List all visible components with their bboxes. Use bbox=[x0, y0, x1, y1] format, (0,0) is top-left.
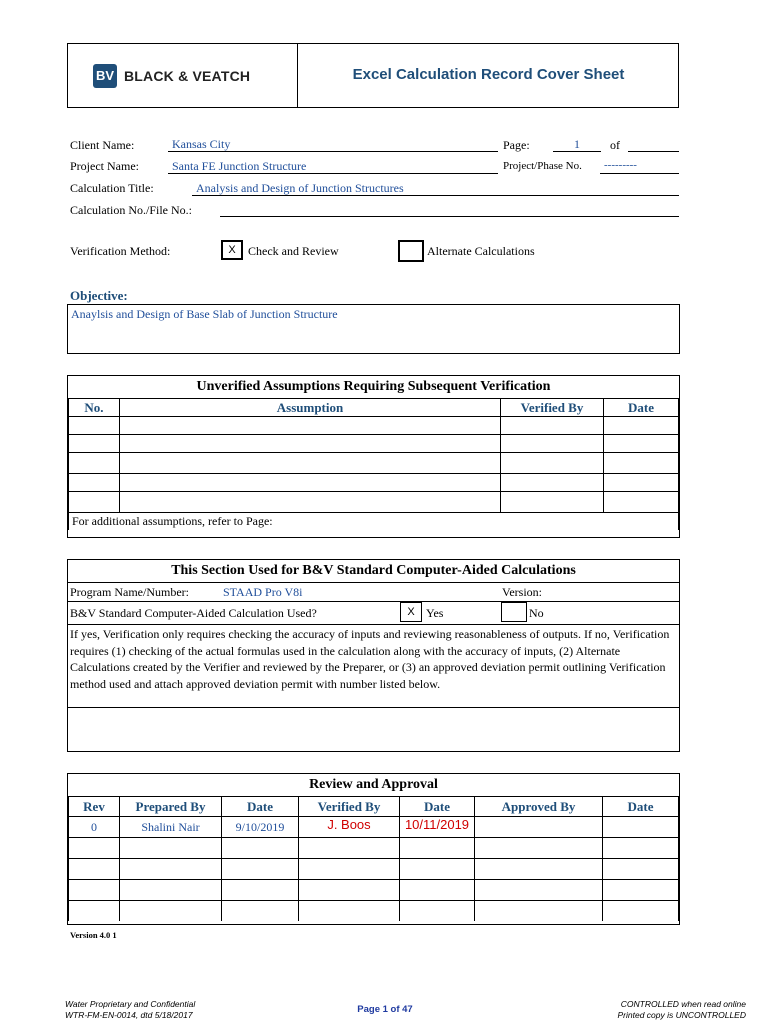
table-cell[interactable] bbox=[299, 901, 400, 922]
table-cell[interactable] bbox=[120, 417, 501, 435]
calc-title-value[interactable]: Analysis and Design of Junction Structures bbox=[196, 181, 404, 195]
objective-box[interactable] bbox=[67, 304, 680, 354]
table-cell[interactable] bbox=[603, 817, 679, 838]
company-logo-text: BLACK & VEATCH bbox=[124, 68, 251, 84]
table-cell[interactable] bbox=[501, 474, 604, 492]
assumptions-footer: For additional assumptions, refer to Page: bbox=[69, 513, 679, 531]
used-row bbox=[68, 602, 679, 625]
review-header-row bbox=[69, 797, 679, 817]
table-row bbox=[69, 474, 679, 492]
table-cell[interactable] bbox=[69, 880, 120, 901]
table-cell[interactable] bbox=[604, 435, 679, 453]
program-label: Program Name/Number: bbox=[70, 585, 189, 599]
table-cell[interactable] bbox=[120, 435, 501, 453]
of-label: of bbox=[610, 138, 620, 152]
table-cell[interactable] bbox=[69, 435, 120, 453]
project-name-label: Project Name: bbox=[70, 159, 139, 173]
table-cell[interactable] bbox=[400, 880, 475, 901]
calc-title-label: Calculation Title: bbox=[70, 181, 154, 195]
project-name-value[interactable]: Santa FE Junction Structure bbox=[172, 159, 307, 173]
no-checkbox[interactable] bbox=[501, 602, 527, 622]
table-cell[interactable] bbox=[603, 838, 679, 859]
table-cell[interactable] bbox=[69, 901, 120, 922]
assumptions-table bbox=[67, 375, 680, 538]
table-cell[interactable] bbox=[603, 901, 679, 922]
table-cell[interactable] bbox=[604, 492, 679, 513]
yes-label: Yes bbox=[426, 606, 444, 620]
computer-section-title: This Section Used for B&V Standard Computer-Aided Calculations bbox=[68, 560, 679, 583]
col-verified-by: Verified By bbox=[299, 797, 400, 817]
computer-note: If yes, Verification only requires checking the accuracy of inputs and reviewing reasonableness of outputs. If no, Verification requires (1) checking of the actual formulas used in the calculation along with the accuracy of inputs, (2) Alternate Calculations created by the Verifier and reviewed by the Preparer, or (3) an approved deviation permit outlining Verification method used and attach approved deviation permit with number listed below. bbox=[68, 625, 679, 708]
table-cell[interactable] bbox=[222, 838, 299, 859]
col-verified-by: Verified By bbox=[501, 399, 604, 417]
table-cell[interactable] bbox=[120, 880, 222, 901]
table-row bbox=[69, 838, 679, 859]
objective-label: Objective: bbox=[70, 288, 128, 303]
assumptions-title: Unverified Assumptions Requiring Subsequent Verification bbox=[68, 376, 679, 399]
program-row bbox=[68, 583, 679, 602]
table-cell[interactable] bbox=[69, 453, 120, 474]
verification-method-label: Verification Method: bbox=[70, 244, 171, 258]
table-cell[interactable] bbox=[120, 838, 222, 859]
table-cell[interactable] bbox=[475, 838, 603, 859]
table-cell[interactable] bbox=[475, 859, 603, 880]
check-review-label: Check and Review bbox=[248, 244, 339, 258]
check-review-checkbox[interactable]: X bbox=[221, 240, 243, 260]
table-cell[interactable] bbox=[299, 838, 400, 859]
footer-form-id: WTR-FM-EN-0014, dtd 5/18/2017 bbox=[65, 1010, 193, 1020]
col-approved-by: Approved By bbox=[475, 797, 603, 817]
table-cell[interactable] bbox=[120, 901, 222, 922]
table-cell[interactable] bbox=[69, 474, 120, 492]
footer-controlled: CONTROLLED when read online bbox=[620, 999, 746, 1009]
table-cell[interactable] bbox=[222, 880, 299, 901]
footer-page-number: Page 1 of 47 bbox=[357, 1004, 413, 1015]
of-line[interactable] bbox=[628, 151, 679, 152]
alternate-calc-checkbox[interactable] bbox=[398, 240, 424, 262]
table-cell[interactable] bbox=[299, 880, 400, 901]
table-cell[interactable] bbox=[604, 453, 679, 474]
company-logo-icon: BV bbox=[93, 64, 117, 88]
table-row bbox=[69, 859, 679, 880]
phase-line bbox=[600, 173, 679, 174]
verified-date-value[interactable]: 10/11/2019 bbox=[400, 817, 475, 838]
prepared-by-value[interactable]: Shalini Nair bbox=[120, 817, 222, 838]
footer-confidential: Water Proprietary and Confidential bbox=[65, 999, 196, 1009]
table-cell[interactable] bbox=[603, 859, 679, 880]
table-cell[interactable] bbox=[501, 435, 604, 453]
table-cell[interactable] bbox=[222, 859, 299, 880]
table-row bbox=[69, 817, 679, 838]
col-prepared-by: Prepared By bbox=[120, 797, 222, 817]
client-name-label: Client Name: bbox=[70, 138, 135, 152]
table-cell[interactable] bbox=[501, 453, 604, 474]
col-date-verified: Date bbox=[400, 797, 475, 817]
col-date-approved: Date bbox=[603, 797, 679, 817]
table-cell[interactable] bbox=[604, 474, 679, 492]
phase-value[interactable]: --------- bbox=[604, 159, 637, 171]
table-cell[interactable] bbox=[400, 901, 475, 922]
page-label: Page: bbox=[503, 138, 530, 152]
assumptions-header-row bbox=[69, 399, 679, 417]
col-rev: Rev bbox=[69, 797, 120, 817]
used-label: B&V Standard Computer-Aided Calculation Used? bbox=[70, 606, 317, 620]
table-row bbox=[69, 492, 679, 513]
phase-label: Project/Phase No. bbox=[503, 160, 582, 172]
table-cell[interactable] bbox=[475, 880, 603, 901]
no-label: No bbox=[529, 606, 544, 620]
calc-no-label: Calculation No./File No.: bbox=[70, 203, 192, 217]
footer-uncontrolled: Printed copy is UNCONTROLLED bbox=[617, 1010, 746, 1020]
table-row bbox=[69, 453, 679, 474]
table-cell[interactable] bbox=[475, 817, 603, 838]
table-cell[interactable] bbox=[120, 859, 222, 880]
verified-by-value[interactable]: J. Boos bbox=[299, 817, 400, 838]
version-note: Version 4.0 1 bbox=[70, 930, 117, 940]
deviation-permit-box[interactable] bbox=[68, 708, 679, 753]
objective-text: Anaylsis and Design of Base Slab of Junction Structure bbox=[71, 307, 338, 321]
prepared-date-value[interactable]: 9/10/2019 bbox=[222, 817, 299, 838]
table-cell[interactable] bbox=[400, 838, 475, 859]
table-cell[interactable] bbox=[501, 492, 604, 513]
review-title: Review and Approval bbox=[68, 774, 679, 797]
table-cell[interactable] bbox=[69, 492, 120, 513]
calc-no-line[interactable] bbox=[220, 216, 679, 217]
page-value[interactable]: 1 bbox=[574, 137, 580, 151]
assumptions-footer-row bbox=[69, 513, 679, 531]
table-cell[interactable] bbox=[604, 417, 679, 435]
table-cell[interactable] bbox=[501, 417, 604, 435]
table-cell[interactable] bbox=[69, 859, 120, 880]
table-cell[interactable] bbox=[475, 901, 603, 922]
table-cell[interactable] bbox=[69, 417, 120, 435]
client-name-value[interactable]: Kansas City bbox=[172, 137, 231, 151]
table-cell[interactable] bbox=[222, 901, 299, 922]
col-no: No. bbox=[69, 399, 120, 417]
table-cell[interactable] bbox=[400, 859, 475, 880]
table-row bbox=[69, 880, 679, 901]
table-cell[interactable] bbox=[120, 492, 501, 513]
program-value[interactable]: STAAD Pro V8i bbox=[223, 585, 303, 599]
alternate-calc-label: Alternate Calculations bbox=[427, 244, 535, 258]
table-row bbox=[69, 435, 679, 453]
version-label: Version: bbox=[502, 585, 542, 599]
table-cell[interactable] bbox=[120, 474, 501, 492]
rev-value[interactable]: 0 bbox=[69, 817, 120, 838]
table-cell[interactable] bbox=[299, 859, 400, 880]
table-row bbox=[69, 417, 679, 435]
table-cell[interactable] bbox=[120, 453, 501, 474]
yes-checkbox[interactable]: X bbox=[400, 602, 422, 622]
table-cell[interactable] bbox=[69, 838, 120, 859]
computer-aided-section bbox=[67, 559, 680, 752]
page-title: Excel Calculation Record Cover Sheet bbox=[352, 66, 625, 83]
col-assumption: Assumption bbox=[120, 399, 501, 417]
col-date: Date bbox=[604, 399, 679, 417]
table-row bbox=[69, 901, 679, 922]
review-approval-table bbox=[67, 773, 680, 925]
table-cell[interactable] bbox=[603, 880, 679, 901]
col-date-prepared: Date bbox=[222, 797, 299, 817]
